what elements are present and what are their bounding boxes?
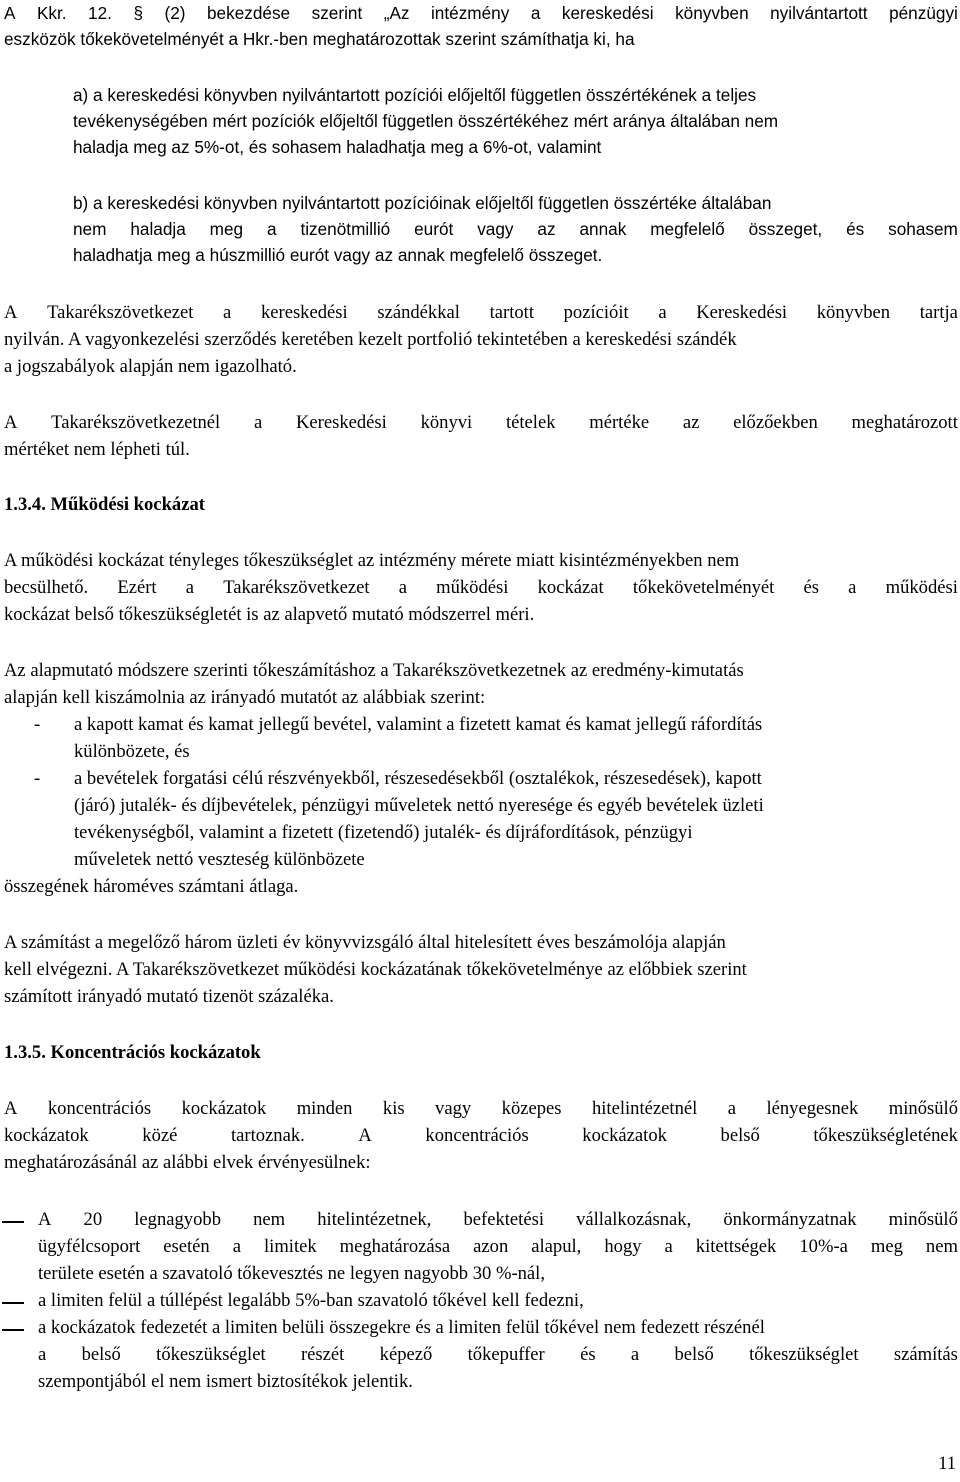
word: A [4, 3, 16, 23]
word: meg [209, 219, 244, 239]
text-run: haladhatja meg a húszmillió eurót vagy az annak megfelelő összeget. [73, 245, 603, 265]
word: az [682, 412, 700, 433]
text-run: a kockázatok fedezetét a limiten belüli összegekre és a limiten felül tőkével nem fedezett részénél [38, 1317, 765, 1338]
word: tartott [489, 302, 534, 323]
word: könyvben [816, 302, 891, 323]
section-134-p1-line-3 [4, 606, 534, 625]
word: előzőekben [733, 412, 818, 433]
word: alapul, [531, 1236, 582, 1257]
text-run: (járó) jutalék- és díjbevételek, pénzügyi műveletek nettó nyeresége és egyéb bevételek üzleti [74, 795, 764, 816]
text-run: A működési kockázat tényleges tőkeszükséglet az intézmény mérete miatt kisintézményekben nem [4, 550, 740, 571]
word: hitelintézetnek, [317, 1209, 432, 1230]
word: minősülő [888, 1098, 958, 1119]
word: belső [720, 1125, 760, 1146]
word: a [658, 302, 667, 323]
section-134-p3-line-1 [4, 934, 726, 953]
word: bekezdése [206, 3, 291, 23]
word: a [232, 1236, 241, 1257]
word: nyilvántartott [770, 3, 868, 23]
word: tőkeszükséglet [156, 1344, 266, 1365]
word: működési [436, 577, 509, 598]
word: és [580, 1344, 596, 1365]
text-run: alapján kell kiszámolnia az irányadó mutatót az alábbiak szerint: [4, 687, 486, 708]
list-dash-marker [2, 1302, 24, 1304]
page-number [938, 1455, 956, 1474]
concentration-item-1-line-3 [38, 1265, 545, 1284]
word: a [266, 219, 277, 239]
word: a [253, 412, 263, 433]
word: a [664, 1236, 673, 1257]
text-run: A számítást a megelőző három üzleti év könyvvizsgáló által hitelesített éves beszámolója alapján [4, 932, 726, 953]
word: pozícióit [563, 302, 629, 323]
condition-b-line-1 [73, 195, 771, 212]
text-run: - [34, 768, 41, 789]
concentration-item-1-line-2 [38, 1238, 958, 1257]
word: könyvi [420, 412, 473, 433]
heading-title: Működési kockázat [50, 494, 205, 515]
word: eurót [414, 219, 454, 239]
word: meghatározása [339, 1236, 451, 1257]
list-item-line [74, 716, 762, 735]
word: kitettségek [695, 1236, 777, 1257]
section-135-heading [4, 1044, 261, 1063]
word: a [38, 1344, 47, 1365]
word: kockázatok [582, 1125, 667, 1146]
word: sohasem [888, 219, 958, 239]
section-134-p2-line-1 [4, 662, 744, 681]
word: 10%-a [799, 1236, 848, 1257]
text-run: szempontjából el nem ismert biztosítékok jelentik. [38, 1371, 413, 1392]
section-134-p3-line-3 [4, 988, 334, 1007]
word: a [530, 3, 541, 23]
word: Takarékszövetkezet [223, 577, 370, 598]
section-134-heading [4, 496, 205, 515]
list-dash-marker [2, 1329, 24, 1331]
word: Kereskedési [295, 412, 387, 433]
text-run: haladja meg az 5%-ot, és sohasem haladhatja meg a 6%-ot, valamint [73, 137, 602, 157]
word: mértéke [589, 412, 650, 433]
word: hogy [604, 1236, 642, 1257]
heading-number: 1.3.4. [4, 494, 46, 515]
word: azon [473, 1236, 509, 1257]
text-run: tevékenységből, valamint a fizetett (fizetendő) jutalék- és díjráfordítások, pénzügyi [74, 822, 693, 843]
word: részét [300, 1344, 345, 1365]
word: nem [253, 1209, 286, 1230]
list-item-line [74, 797, 764, 816]
word: A [358, 1125, 372, 1146]
word: vállalkozásnak, [576, 1209, 692, 1230]
word: tőkepuffer [467, 1344, 545, 1365]
word: kereskedési [561, 3, 654, 23]
word: esetén [163, 1236, 210, 1257]
word: 12. [88, 3, 112, 23]
word: nem [925, 1236, 958, 1257]
section-135-p1-line-2 [4, 1127, 958, 1146]
word: belső [81, 1344, 121, 1365]
list-item-marker [34, 770, 40, 789]
word: A [38, 1209, 52, 1230]
concentration-item-1-line-1 [38, 1211, 958, 1230]
word: 20 [83, 1209, 103, 1230]
word: koncentrációs [47, 1098, 152, 1119]
word: és [803, 577, 819, 598]
word: Kereskedési [696, 302, 788, 323]
word: és [846, 219, 865, 239]
text-run: különbözete, és [74, 741, 190, 762]
word: tételek [505, 412, 556, 433]
word: közé [142, 1125, 178, 1146]
heading-title: Koncentrációs kockázatok [50, 1042, 261, 1063]
word: vagy [435, 1098, 472, 1119]
text-run: számított irányadó mutató tizenöt százaléka. [4, 986, 334, 1007]
word: haladja [130, 219, 186, 239]
word: a [223, 302, 232, 323]
word: nem [73, 219, 107, 239]
text-run: kell elvégezni. A Takarékszövetkezet működési kockázatának tőkekövetelménye az előbbiek szerint [4, 959, 747, 980]
word: (2) [164, 3, 186, 23]
word: hitelintézetnél [591, 1098, 698, 1119]
trading-book-line-1 [4, 304, 958, 323]
word: meghatározott [851, 412, 958, 433]
section-134-p3-line-2 [4, 961, 747, 980]
word: kis [382, 1098, 405, 1119]
list-item-line [74, 851, 365, 870]
word: ügyfélcsoport [38, 1236, 141, 1257]
word: tartja [919, 302, 958, 323]
word: számítás [893, 1344, 958, 1365]
word: képező [379, 1344, 433, 1365]
word: A [4, 1098, 18, 1119]
text-run: 11 [938, 1453, 956, 1474]
condition-b-line-3 [73, 247, 602, 264]
word: tizenötmillió [300, 219, 391, 239]
concentration-item-2-line-1 [38, 1292, 584, 1311]
item-12-line-2 [4, 31, 635, 48]
text-run: összegének hároméves számtani átlaga. [4, 876, 299, 897]
list-item-line [74, 743, 190, 762]
word: intézmény [430, 3, 510, 23]
word: működési [885, 577, 958, 598]
condition-a-line-2 [73, 113, 778, 130]
word: szerint [311, 3, 363, 23]
word: meg [870, 1236, 903, 1257]
condition-a-line-3 [73, 139, 601, 156]
word: annak [579, 219, 627, 239]
word: önkormányzatnak [723, 1209, 857, 1230]
word: a [185, 577, 195, 598]
trading-limit-line-2 [4, 441, 190, 460]
word: tőkekövetelményét [632, 577, 775, 598]
word: pénzügyi [889, 3, 958, 23]
trading-book-line-3 [4, 358, 297, 377]
text-run: kockázat belső tőkeszükségletét is az alapvető mutató módszerrel méri. [4, 604, 535, 625]
word: koncentrációs [425, 1125, 529, 1146]
condition-b-line-2 [73, 221, 958, 238]
trading-limit-line-1 [4, 414, 958, 433]
text-run: eszközök tőkekövetelményét a Hkr.-ben meghatározottak szerint számíthatja ki, ha [4, 29, 635, 49]
word: kockázat [537, 577, 604, 598]
text-run: a bevételek forgatási célú részvényekből, részesedésekből (osztalékok, részesedések), kapott [74, 768, 762, 789]
trading-book-line-2 [4, 331, 737, 350]
word: belső [674, 1344, 714, 1365]
concentration-item-3-line-3 [38, 1373, 413, 1392]
word: A [4, 302, 18, 323]
word: tőkeszükségletének [813, 1125, 958, 1146]
word: a [727, 1098, 736, 1119]
text-run: a) a kereskedési könyvben nyilvántartott pozíciói előjeltől független összértékének a teljes [73, 85, 757, 105]
word: Takarékszövetkezet [47, 302, 194, 323]
word: Kkr. [36, 3, 67, 23]
text-run: Az alapmutató módszere szerinti tőkeszámításhoz a Takarékszövetkezetnek az eredmény-kimutatás [4, 660, 744, 681]
word: tőkeszükséglet [749, 1344, 859, 1365]
heading-number: 1.3.5. [4, 1042, 46, 1063]
section-134-p1-line-1 [4, 552, 739, 571]
list-dash-marker [2, 1221, 24, 1223]
text-run: a kapott kamat és kamat jellegű bevétel, valamint a fizetett kamat és kamat jellegű ráfordítás [74, 714, 763, 735]
word: vagy [477, 219, 514, 239]
word: A [4, 412, 18, 433]
concentration-item-3-line-2 [38, 1346, 958, 1365]
word: Ezért [117, 577, 157, 598]
section-135-p1-line-1 [4, 1100, 958, 1119]
text-run: - [34, 714, 41, 735]
concentration-item-3-line-1 [38, 1319, 765, 1338]
word: a [398, 577, 407, 598]
word: szándékkal [377, 302, 460, 323]
text-run: tevékenységében mért pozíciók előjeltől független összértékéhez mért aránya általában nem [73, 111, 779, 131]
word: kereskedési [260, 302, 348, 323]
word: legnagyobb [134, 1209, 221, 1230]
list-item-line [74, 824, 693, 843]
section-134-p2-line-2 [4, 689, 485, 708]
word: kockázatok [4, 1125, 89, 1146]
word: becsülhető. [4, 577, 89, 598]
text-run: b) a kereskedési könyvben nyilvántartott pozícióinak előjeltől független összértéke általában [73, 193, 772, 213]
word: a [630, 1344, 640, 1365]
word: könyvben [675, 3, 749, 23]
word: az [537, 219, 556, 239]
word: minősülő [888, 1209, 958, 1230]
word: közepes [501, 1098, 562, 1119]
word: Takarékszövetkezetnél [51, 412, 221, 433]
word: lényegesnek [766, 1098, 859, 1119]
text-run: a jogszabályok alapján nem igazolható. [4, 356, 297, 377]
word: befektetési [463, 1209, 544, 1230]
section-134-p2-end [4, 878, 298, 897]
text-run: területe esetén a szavatoló tőkevesztés ne legyen nagyobb 30 %-nál, [38, 1263, 545, 1284]
section-135-p1-line-3 [4, 1154, 371, 1173]
word: § [133, 3, 143, 23]
text-run: mértéket nem lépheti túl. [4, 439, 190, 460]
list-item-line [74, 770, 762, 789]
word: a [848, 577, 857, 598]
word: összeget, [748, 219, 823, 239]
condition-a-line-1 [73, 87, 756, 104]
word: „Az [383, 3, 410, 23]
list-item-marker [34, 716, 40, 735]
section-134-p1-line-2 [4, 579, 958, 598]
text-run: a limiten felül a túllépést legalább 5%-ban szavatoló tőkével kell fedezni, [38, 1290, 584, 1311]
text-run: nyilván. A vagyonkezelési szerződés keretében kezelt portfolió tekintetében a kereskedési szándék [4, 329, 737, 350]
word: megfelelő [650, 219, 725, 239]
text-run: meghatározásánál az alábbi elvek érvényesülnek: [4, 1152, 371, 1173]
item-12-line-1 [4, 5, 958, 22]
word: minden [296, 1098, 353, 1119]
text-run: műveletek nettó veszteség különbözete [74, 849, 365, 870]
word: tartoznak. [230, 1125, 305, 1146]
word: limitek [263, 1236, 317, 1257]
word: kockázatok [181, 1098, 267, 1119]
